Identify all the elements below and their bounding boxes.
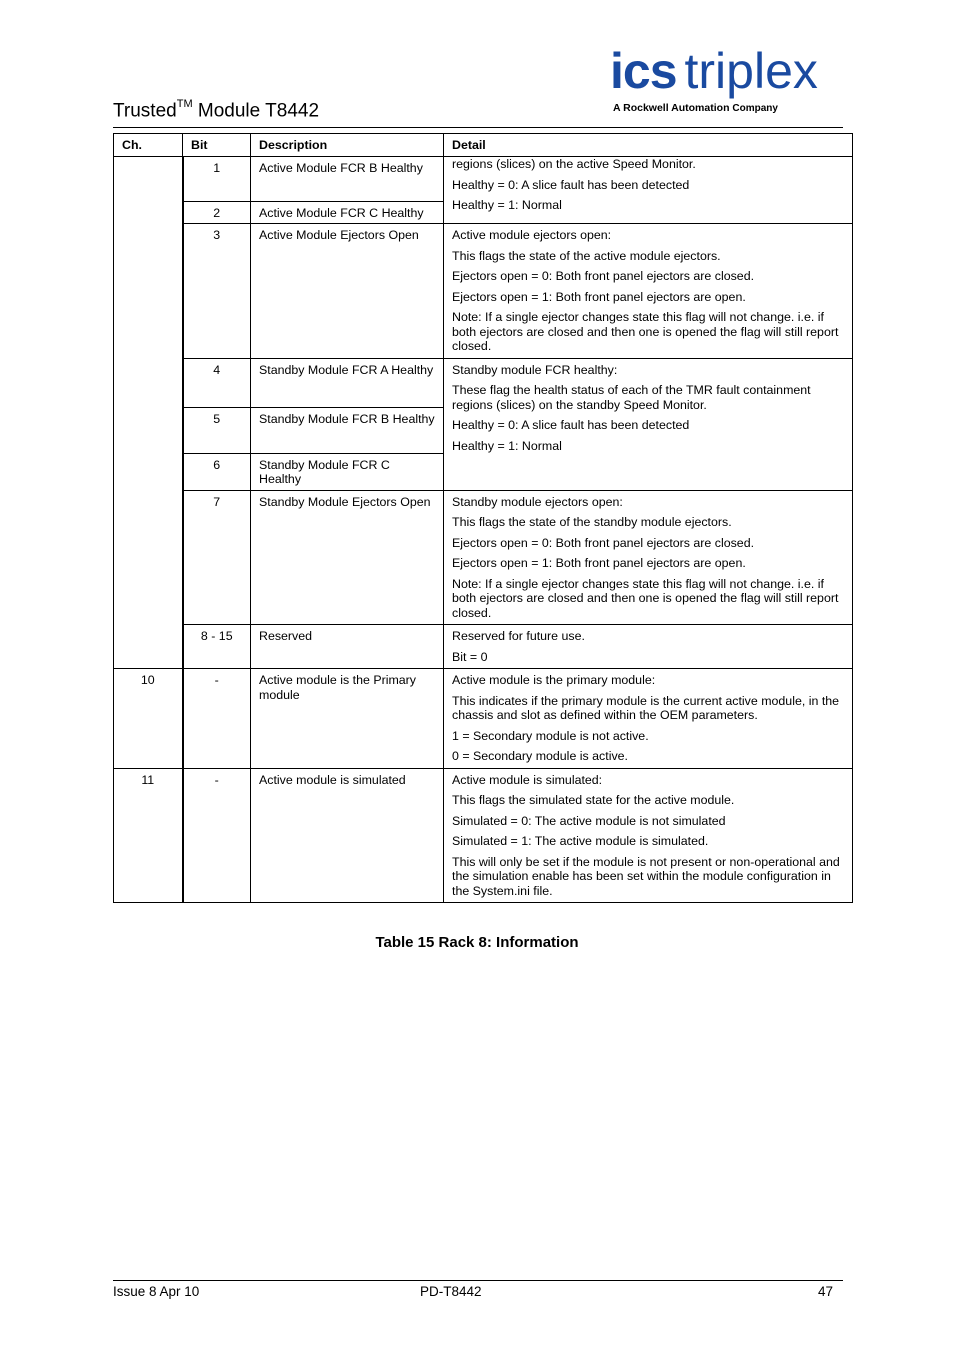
bit-cell: 8 - 15: [183, 625, 251, 669]
table-row: [114, 669, 853, 769]
bit-cell: -: [183, 669, 251, 769]
detail-line: Ejectors open = 1: Both front panel ejectors are open.: [452, 289, 746, 304]
footer-page-number: 47: [818, 1284, 834, 1299]
detail-line: This flags the state of the active module ejectors.: [452, 248, 721, 263]
bit-cell: 2: [183, 202, 251, 224]
detail-line: Ejectors open = 0: Both front panel ejectors are closed.: [452, 535, 755, 550]
logo-tagline-text: A Rockwell Automation: [613, 102, 730, 114]
desc-cell: Active module is the Primary module: [251, 669, 444, 769]
desc-cell: Standby Module FCR A Healthy: [251, 358, 444, 407]
bit-cell: 1: [183, 157, 251, 202]
detail-line: Simulated = 0: The active module is not simulated: [452, 813, 726, 828]
header-ch: Ch.: [114, 134, 183, 157]
detail-line: Note: If a single ejector changes state this flag will not change. i.e. if both ejectors are closed and then one is opened the flag will still report closed.: [452, 310, 839, 353]
detail-line: This flags the state of the standby module ejectors.: [452, 515, 732, 529]
detail-line: This flags the simulated state for the active module.: [452, 793, 735, 807]
detail-line: Standby module ejectors open:: [452, 494, 623, 509]
detail-line: Bit = 0: [452, 649, 488, 664]
title-prefix: Trusted: [113, 100, 177, 122]
table-row: [114, 224, 853, 359]
table-caption: Table 15 Rack 8: Information: [375, 934, 579, 951]
desc-cell: Active Module FCR C Healthy: [251, 202, 444, 224]
detail-cell: [444, 224, 853, 359]
detail-line: Reserved for future use.: [452, 629, 585, 643]
detail-line: 0 = Secondary module is active.: [452, 749, 628, 763]
desc-cell: Standby Module Ejectors Open: [251, 490, 444, 625]
footer-divider: [113, 1280, 843, 1281]
desc-cell: Standby Module FCR C Healthy: [251, 453, 444, 490]
ch-cell-empty: [114, 157, 183, 669]
detail-line: This will only be set if the module is not present or non-operational and the simulation enable has been set within the module configuration in the System.ini file.: [452, 854, 840, 898]
bit-cell: 5: [183, 407, 251, 453]
bit-cell: -: [183, 768, 251, 903]
detail-line: Standby module FCR healthy:: [452, 362, 618, 377]
detail-line: These flag the health status of each of the TMR fault containment regions (slices) on the standby Speed Monitor.: [452, 383, 811, 412]
detail-line: Healthy = 0: A slice fault has been detected: [452, 177, 690, 192]
bit-cell: 6: [183, 453, 251, 490]
detail-line: Active module ejectors open:: [452, 228, 612, 242]
desc-cell: Standby Module FCR B Healthy: [251, 407, 444, 453]
table-header-row: [114, 134, 853, 157]
detail-line: Ejectors open = 0: Both front panel ejectors are closed.: [452, 269, 755, 283]
header-description: Description: [251, 134, 444, 157]
logo-tagline-company: Company: [732, 103, 778, 114]
desc-cell: Active Module FCR B Healthy: [251, 157, 444, 202]
detail-cell: [444, 669, 853, 769]
desc-cell: Active Module Ejectors Open: [251, 224, 444, 359]
bit-cell: 4: [183, 358, 251, 407]
detail-line: Healthy = 1: Normal: [452, 198, 562, 212]
detail-line: Simulated = 1: The active module is simulated.: [452, 834, 709, 848]
company-logo: [610, 43, 846, 114]
logo-triplex: triplex: [684, 43, 818, 99]
page-header-title: [113, 100, 319, 122]
detail-line: Active module is the primary module:: [452, 673, 656, 687]
bit-cell: 7: [183, 490, 251, 625]
desc-cell: Active module is simulated: [251, 768, 444, 903]
title-suffix: Module T8442: [192, 100, 320, 122]
desc-cell: Reserved: [251, 625, 444, 669]
detail-line: Healthy = 1: Normal: [452, 438, 562, 453]
detail-cell: [444, 358, 853, 490]
detail-line: regions (slices) on the active Speed Monitor.: [452, 157, 696, 171]
header-detail: Detail: [444, 134, 853, 157]
detail-cell: [444, 768, 853, 903]
detail-cell: [444, 490, 853, 625]
ch-cell: 10: [114, 669, 183, 769]
table-row: [114, 490, 853, 625]
table-row: [114, 358, 853, 407]
trademark-sup: TM: [176, 98, 193, 110]
logo-ics: ics: [610, 43, 677, 99]
detail-line: Healthy = 0: A slice fault has been detected: [452, 418, 690, 432]
detail-line: 1 = Secondary module is not active.: [452, 728, 649, 743]
detail-line: Ejectors open = 1: Both front panel ejectors are open.: [452, 556, 746, 570]
footer-issue: Issue 8 Apr 10: [113, 1284, 200, 1299]
bit-cell: 3: [183, 224, 251, 359]
ch-cell: 11: [114, 768, 183, 903]
detail-line: This indicates if the primary module is the current active module, in the chassis and slot as defined within the OEM parameters.: [452, 693, 840, 722]
header-divider: [113, 127, 843, 128]
detail-line: Active module is simulated:: [452, 772, 603, 787]
detail-cell: [444, 625, 853, 669]
table-row: [114, 768, 853, 903]
rack-info-table: [113, 133, 853, 903]
detail-line: Note: If a single ejector changes state this flag will not change. i.e. if both ejectors are closed and then one is opened the flag will still report closed.: [452, 576, 839, 620]
footer-doc-id: PD-T8442: [420, 1284, 482, 1299]
header-bit: Bit: [183, 134, 251, 157]
detail-cell: [444, 157, 853, 224]
logo-tagline: [613, 102, 846, 114]
table-row: [114, 157, 853, 202]
table-row: [114, 625, 853, 669]
logo-wordmark: [610, 43, 846, 99]
